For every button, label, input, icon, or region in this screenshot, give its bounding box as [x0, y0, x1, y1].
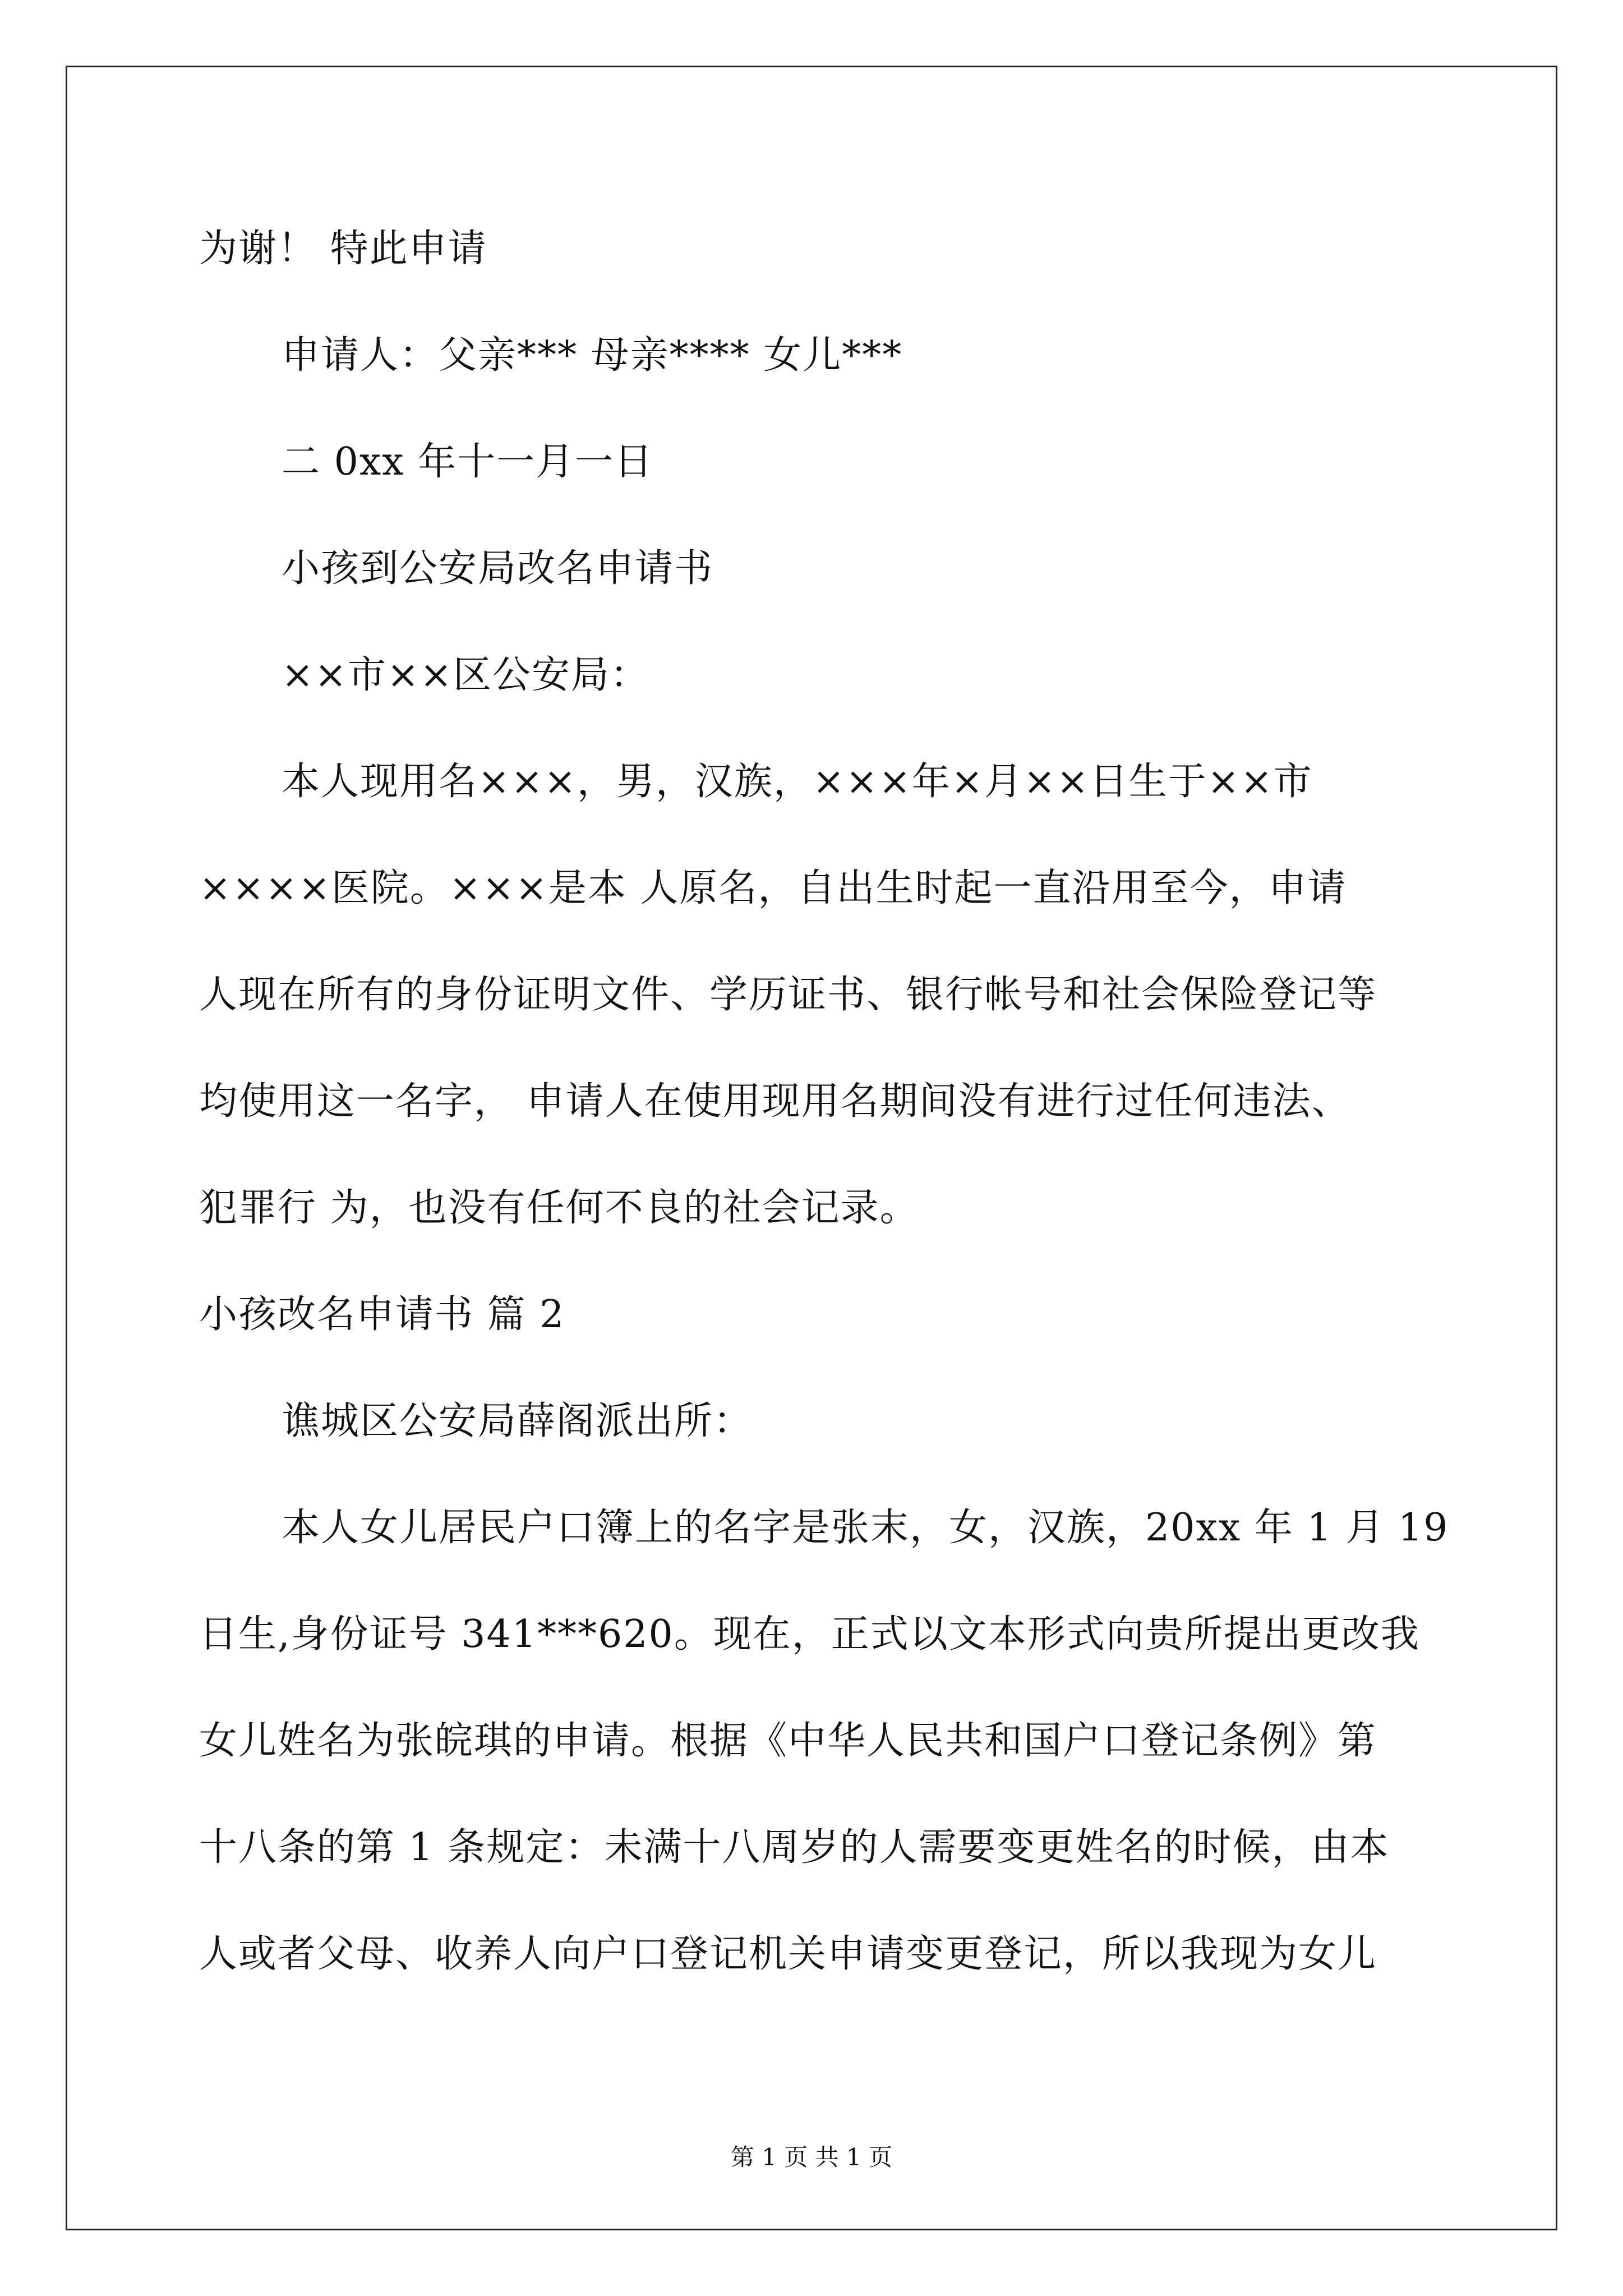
- body-paragraph-line: 女儿姓名为张皖琪的申请。根据《中华人民共和国户口登记条例》第: [199, 1719, 1377, 1763]
- body-paragraph-line: ××××医院。×××是本 人原名，自出生时起一直沿用至今，申请: [199, 866, 1347, 910]
- applicant-line: 申请人：父亲*** 母亲**** 女儿***: [282, 333, 903, 378]
- body-paragraph-line: 十八条的第 1 条规定：未满十八周岁的人需要变更姓名的时候，由本: [199, 1825, 1390, 1870]
- section-heading: 小孩改名申请书 篇 2: [199, 1292, 565, 1337]
- body-paragraph-line: 人现在所有的身份证明文件、学历证书、银行帐号和社会保险登记等: [199, 973, 1377, 1017]
- page-border: [66, 66, 1557, 2230]
- body-paragraph-line: 本人现用名×××，男，汉族，×××年×月××日生于××市: [282, 760, 1313, 804]
- body-paragraph-line: 人或者父母、收养人向户口登记机关申请变更登记，所以我现为女儿: [199, 1932, 1377, 1976]
- body-paragraph-line: 犯罪行 为，也没有任何不良的社会记录。: [199, 1186, 919, 1230]
- section-title: 小孩到公安局改名申请书: [282, 546, 714, 591]
- body-paragraph-line: 均使用这一名字， 申请人在使用现用名期间没有进行过任何违法、: [199, 1079, 1351, 1124]
- body-paragraph-line: 本人女儿居民户口簿上的名字是张末，女，汉族，20xx 年 1 月 19: [282, 1506, 1449, 1550]
- page-number-footer: 第 1 页 共 1 页: [730, 2143, 893, 2171]
- date-line: 二 0xx 年十一月一日: [282, 440, 654, 484]
- body-paragraph-line: 日生,身份证号 341***620。现在，正式以文本形式向贵所提出更改我: [199, 1612, 1420, 1657]
- addressee-line: 谯城区公安局薛阁派出所：: [282, 1399, 753, 1443]
- addressee-line: ××市××区公安局：: [282, 653, 649, 697]
- closing-line: 为谢！ 特此申请: [199, 227, 487, 271]
